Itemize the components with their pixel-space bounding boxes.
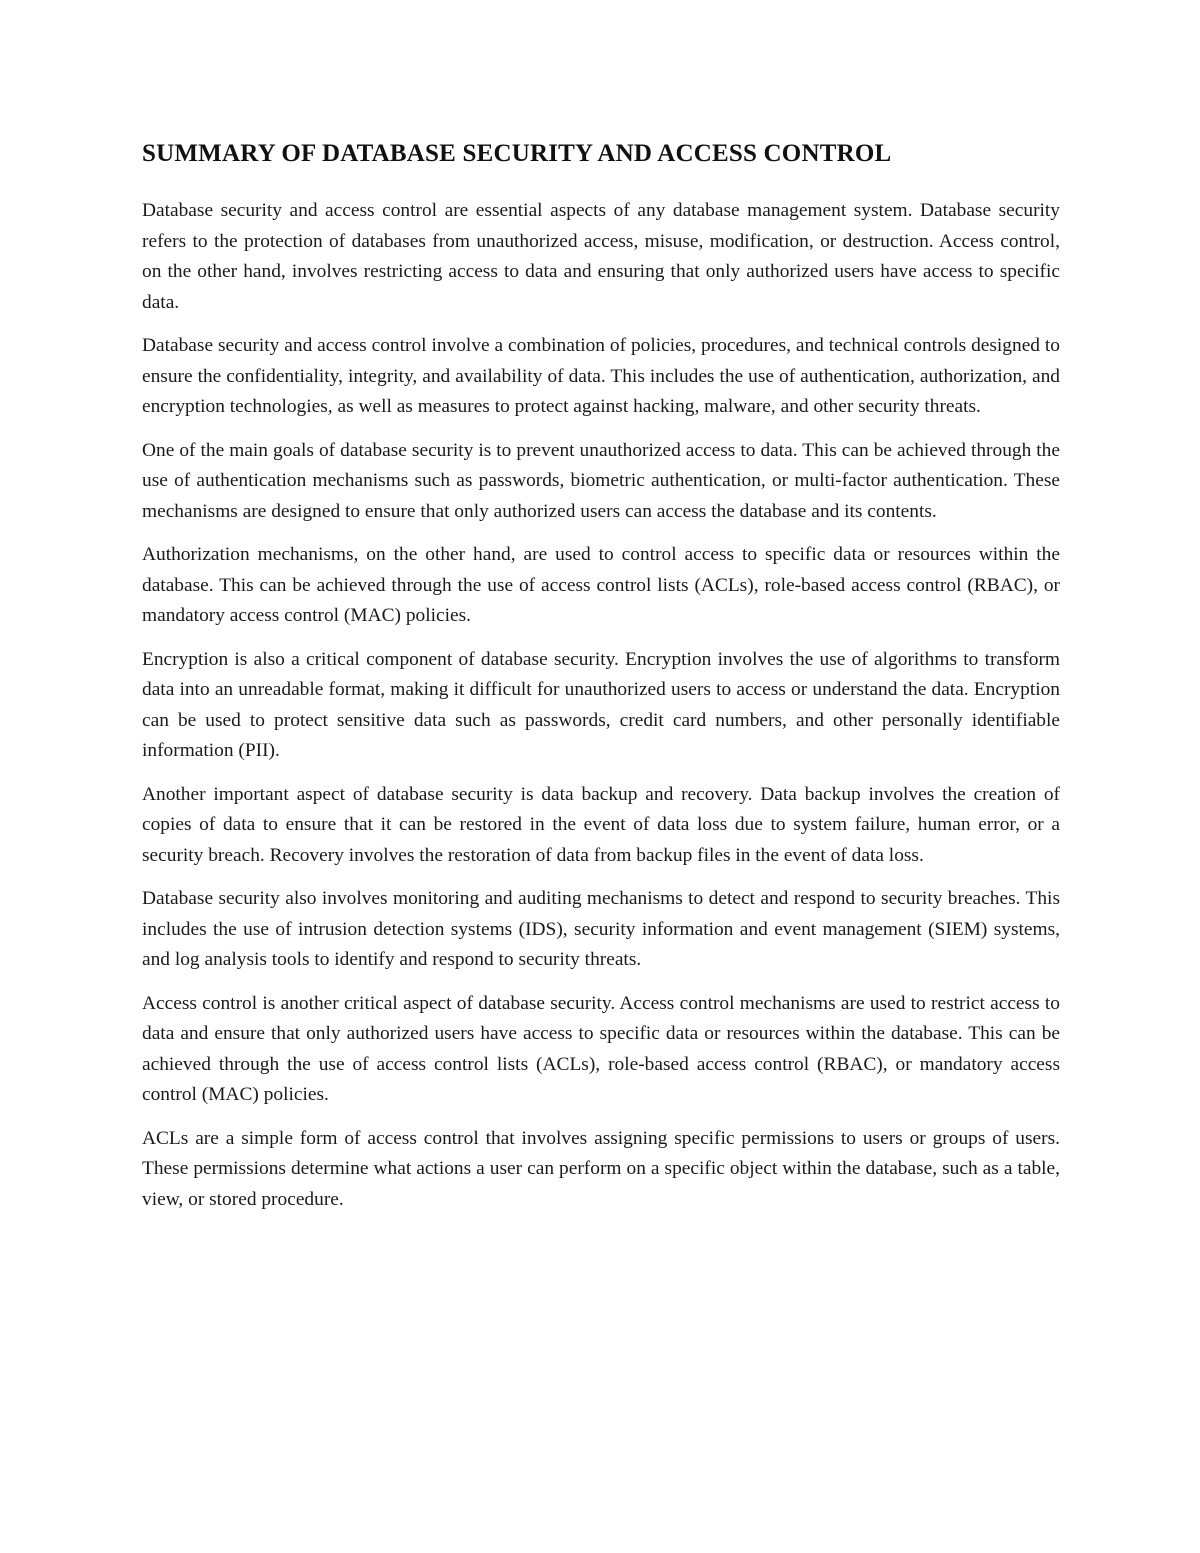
paragraph-access-control: Access control is another critical aspect of database security. Access control mechanisms are used to restrict access to data and ensure that only authorized users have access to specific data or resources within the database. This can be achieved through the use of access control lists (ACLs), role-based access control (RBAC), or mandatory access control (MAC) policies. [142,992,1060,1105]
paragraph-policies: Database security and access control involve a combination of policies, procedures, and technical controls designed to ensure the confidentiality, integrity, and availability of data. This includes the use of authentication, authorization, and encryption technologies, as well as measures to protect against hacking, malware, and other security threats. [142,335,1060,417]
paragraph-backup-recovery: Another important aspect of database security is data backup and recovery. Data backup involves the creation of copies of data to ensure that it can be restored in the event of data loss due to system failure, human error, or a security breach. Recovery involves the restoration of data from backup files in the event of data loss. [142,783,1060,866]
paragraph-authorization: Authorization mechanisms, on the other hand, are used to control access to specific data or resources within the database. This can be achieved through the use of access control lists (ACLs), role-based access control (RBAC), or mandatory access control (MAC) policies. [142,544,1060,626]
paragraph-monitoring: Database security also involves monitoring and auditing mechanisms to detect and respond to security breaches. This includes the use of intrusion detection systems (IDS), security information and event management (SIEM) systems, and log analysis tools to identify and respond to security threats. [142,888,1060,970]
paragraph-acls: ACLs are a simple form of access control that involves assigning specific permissions to users or groups of users. These permissions determine what actions a user can perform on a specific object within the database, such as a table, view, or stored procedure. [142,1127,1060,1210]
document-body [142,140,1060,1228]
paragraph-encryption: Encryption is also a critical component of database security. Encryption involves the use of algorithms to transform data into an unreadable format, making it difficult for unauthorized users to access or understand the data. Encryption can be used to protect sensitive data such as passwords, credit card numbers, and other personally identifiable information (PII). [142,648,1060,761]
document-title: SUMMARY OF DATABASE SECURITY AND ACCESS CONTROL [142,140,892,167]
paragraph-authentication: One of the main goals of database security is to prevent unauthorized access to data. This can be achieved through the use of authentication mechanisms such as passwords, biometric authentication, or multi-factor authentication. These mechanisms are designed to ensure that only authorized users can access the database and its contents. [142,439,1060,522]
paragraph-intro: Database security and access control are essential aspects of any database management system. Database security refers to the protection of databases from unauthorized access, misuse, modification, or destruction. Access control, on the other hand, involves restricting access to data and ensuring that only authorized users have access to specific data. [142,200,1060,313]
